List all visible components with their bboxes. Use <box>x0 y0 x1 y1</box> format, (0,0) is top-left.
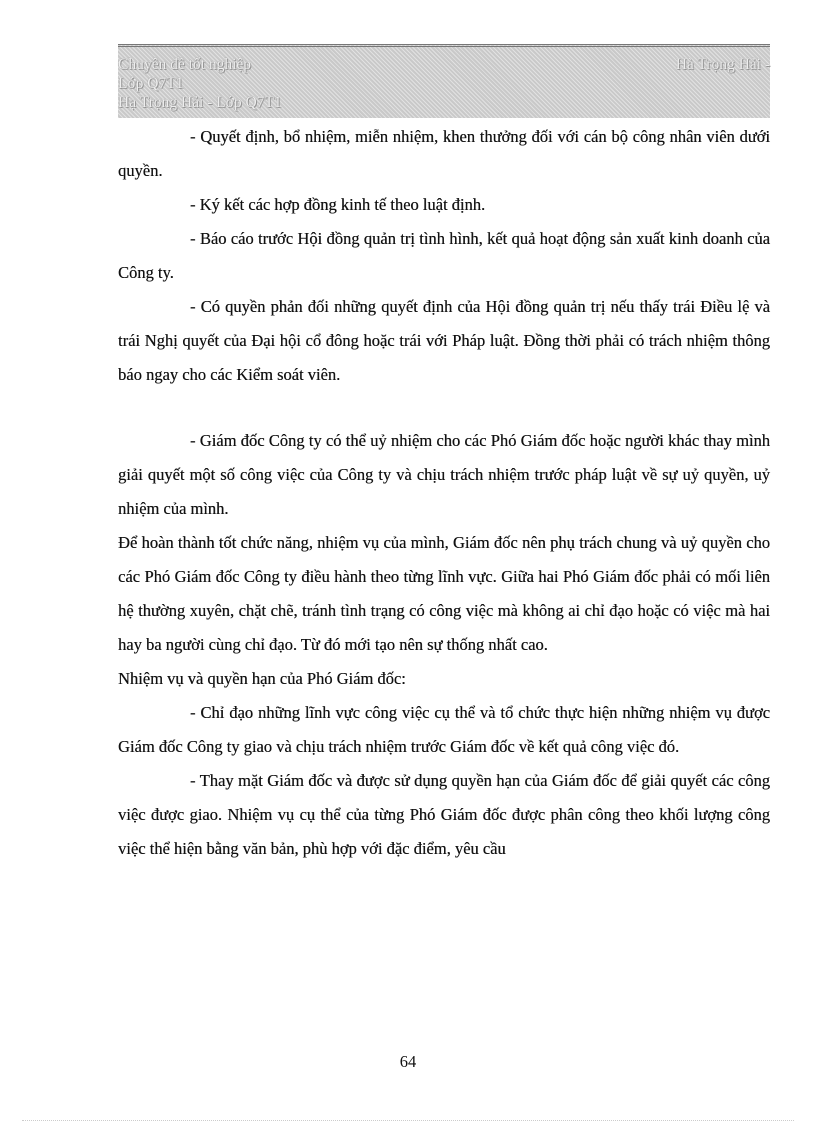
paragraph: - Ký kết các hợp đồng kinh tế theo luật định. <box>190 195 486 214</box>
header-class: Lớp Q7T1 <box>118 75 184 92</box>
paragraph-spacer <box>118 392 770 424</box>
paragraph: - Thay mặt Giám đốc và được sử dụng quyền hạn của Giám đốc để giải quyết các công việc được giao. Nhiệm vụ cụ thể của từng Phó Giám đốc được phân công theo khối lượng công việc thể hiện bằng văn bản, phù hợp với đặc điểm, yêu cầu <box>118 771 770 858</box>
paragraph: - Báo cáo trước Hội đồng quản trị tình hình, kết quả hoạt động sản xuất kinh doanh của Công ty. <box>118 229 770 282</box>
paragraph: Để hoàn thành tốt chức năng, nhiệm vụ của mình, Giám đốc nên phụ trách chung và uỷ quyền cho các Phó Giám đốc Công ty điều hành theo từng lĩnh vực. Giữa hai Phó Giám đốc phải có mối liên hệ thường xuyên, chặt chẽ, tránh tình trạng có công việc mà không ai chỉ đạo hoặc có việc mà hai hay ba người cùng chỉ đạo. Từ đó mới tạo nên sự thống nhất cao. <box>118 533 770 654</box>
document-body <box>118 120 770 866</box>
header-document-title: Chuyên đề tốt nghiệp <box>118 56 252 73</box>
paragraph: - Có quyền phản đối những quyết định của Hội đồng quản trị nếu thấy trái Điều lệ và trái Nghị quyết của Đại hội cổ đông hoặc trái với Pháp luật. Đồng thời phải có trách nhiệm thông báo ngay cho các Kiểm soát viên. <box>118 297 770 384</box>
paragraph: - Chỉ đạo những lĩnh vực công việc cụ thể và tổ chức thực hiện những nhiệm vụ được Giám đốc Công ty giao và chịu trách nhiệm trước Giám đốc về kết quả công việc đó. <box>118 703 770 756</box>
header-author-class: Hạ Trọng Hải - Lớp Q7T1 <box>118 94 282 111</box>
paragraph: - Giám đốc Công ty có thể uỷ nhiệm cho các Phó Giám đốc hoặc người khác thay mình giải quyết một số công việc của Công ty và chịu trách nhiệm trước pháp luật về sự uỷ quyền, uỷ nhiệm của mình. <box>118 431 770 518</box>
running-header <box>118 44 770 118</box>
paragraph: - Quyết định, bổ nhiệm, miễn nhiệm, khen thưởng đối với cán bộ công nhân viên dưới quyền. <box>118 127 770 180</box>
page-number: 64 <box>399 1052 417 1071</box>
footer-divider <box>22 1120 794 1121</box>
section-heading: Nhiệm vụ và quyền hạn của Phó Giám đốc: <box>118 669 406 688</box>
header-author: Hà Trọng Hải - <box>675 56 770 73</box>
